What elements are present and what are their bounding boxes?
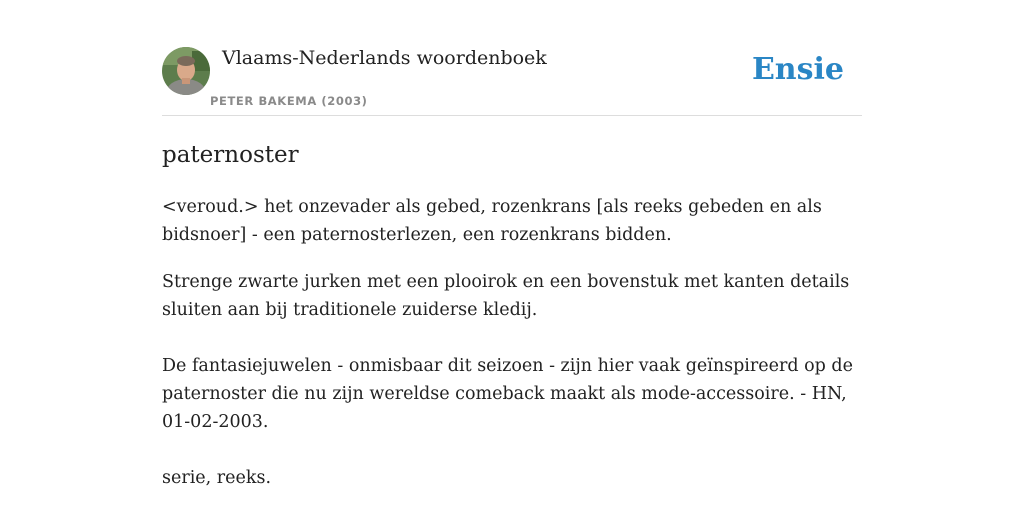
ensie-logo[interactable]: Ensie [751,52,844,87]
dictionary-title[interactable]: Vlaams-Nederlands woordenboek [222,47,547,69]
dictionary-header [162,44,862,116]
entry-term: paternoster [162,142,299,168]
example-paragraph: Strenge zwarte jurken met een plooirok en een bovenstuk met kanten details sluiten aan bij traditionele zuiderse kledij. [162,272,850,320]
avatar-photo-icon [162,47,210,95]
entry-definition [162,193,862,511]
definition-paragraph: serie, reeks. [162,468,272,488]
page [162,0,862,512]
example-paragraph: De fantasiejuwelen - onmisbaar dit seizoen - zijn hier vaak geïnspireerd op de paternoster die nu zijn wereldse comeback maakt als mode-accessoire. - HN, 01-02-2003. [162,356,853,432]
author-byline: PETER BAKEMA (2003) [210,94,368,108]
definition-paragraph: <veroud.> het onzevader als gebed, rozenkrans [als reeks gebeden en als bidsnoer] - een paternosterlezen, een rozenkrans bidden. [162,197,822,245]
author-avatar[interactable] [162,47,210,95]
